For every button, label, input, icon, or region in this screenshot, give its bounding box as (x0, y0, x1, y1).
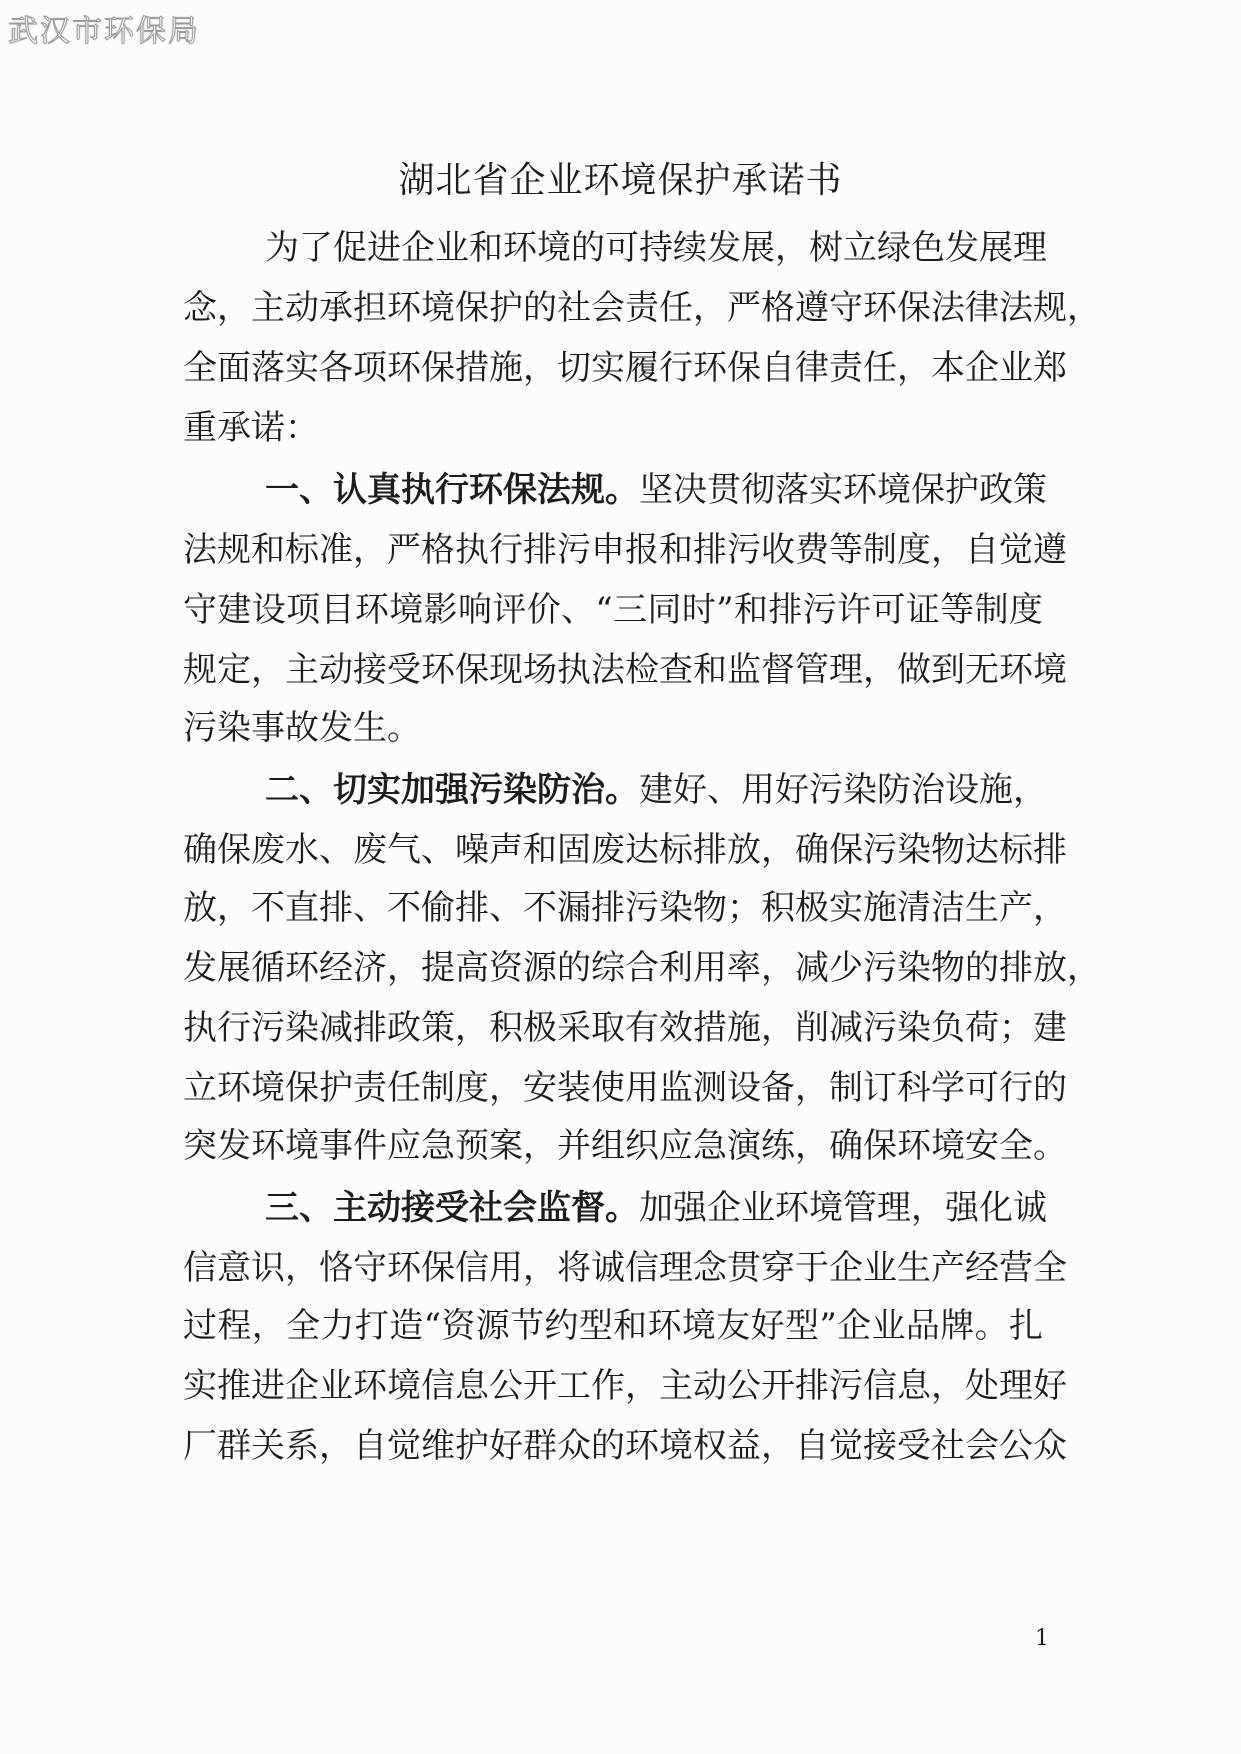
section-3-line: 厂群关系，自觉维护好群众的环境权益，自觉接受社会公众 (183, 1426, 1067, 1466)
section-1-line: 污染事故发生。 (183, 708, 421, 748)
section-3-heading: 三、主动接受社会监督。 (265, 1188, 639, 1228)
section-2-line: 执行污染减排政策，积极采取有效措施，削减污染负荷；建 (183, 1008, 1067, 1048)
section-2-line: 突发环境事件应急预案，并组织应急演练，确保环境安全。 (183, 1126, 1067, 1166)
section-2-text: 建好、用好污染防治设施， (639, 770, 1047, 810)
section-3-line: 过程，全力打造“资源节约型和环境友好型”企业品牌。扎 (183, 1306, 1043, 1346)
section-1-text: 坚决贯彻落实环境保护政策 (639, 470, 1047, 510)
intro-line: 为了促进企业和环境的可持续发展，树立绿色发展理 (265, 228, 1047, 268)
section-2-line: 立环境保护责任制度，安装使用监测设备，制订科学可行的 (183, 1068, 1067, 1108)
section-2-line: 确保废水、废气、噪声和固废达标排放，确保污染物达标排 (183, 830, 1067, 870)
section-3-text: 加强企业环境管理，强化诚 (639, 1188, 1047, 1228)
page-number: 1 (1035, 1626, 1049, 1651)
section-1-heading: 一、认真执行环保法规。 (265, 470, 639, 510)
section-1-line: 守建设项目环境影响评价、“三同时”和排污许可证等制度 (183, 590, 1043, 630)
section-2-first-line (265, 770, 1047, 810)
intro-line: 念，主动承担环境保护的社会责任，严格遵守环保法律法规， (183, 288, 1101, 328)
section-1-line: 法规和标准，严格执行排污申报和排污收费等制度，自觉遵 (183, 530, 1067, 570)
section-3-line: 信意识，恪守环保信用，将诚信理念贯穿于企业生产经营全 (183, 1248, 1067, 1288)
section-3-line: 实推进企业环境信息公开工作，主动公开排污信息，处理好 (183, 1366, 1067, 1406)
intro-line: 全面落实各项环保措施，切实履行环保自律责任，本企业郑 (183, 348, 1067, 388)
intro-line: 重承诺： (183, 408, 319, 448)
section-2-line: 发展循环经济，提高资源的综合利用率，减少污染物的排放， (183, 948, 1101, 988)
section-1-first-line (265, 470, 1047, 510)
section-2-line: 放，不直排、不偷排、不漏排污染物；积极实施清洁生产， (183, 888, 1067, 928)
section-3-first-line (265, 1188, 1047, 1228)
watermark: 武汉市环保局 (8, 14, 200, 49)
section-2-heading: 二、切实加强污染防治。 (265, 770, 639, 810)
document-title: 湖北省企业环境保护承诺书 (398, 160, 843, 201)
section-1-line: 规定，主动接受环保现场执法检查和监督管理，做到无环境 (183, 650, 1067, 690)
